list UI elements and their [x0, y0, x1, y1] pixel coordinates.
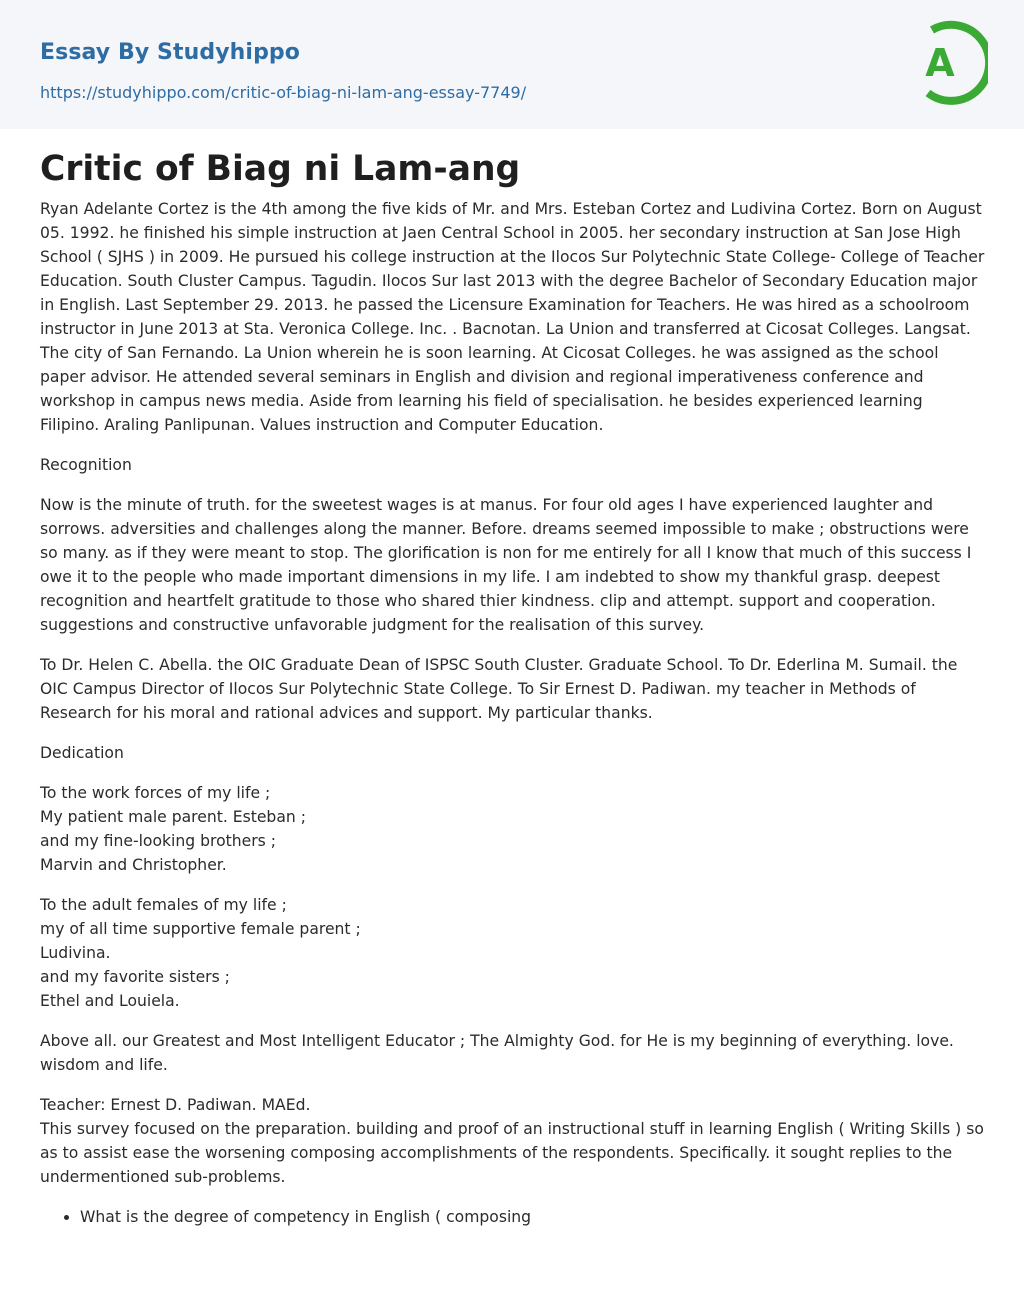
list-item: • What is the degree of competency in English ( composing	[80, 1205, 986, 1229]
survey-text: This survey focused on the preparation. building and proof of an instructional stuff in learning English ( Writing Skills ) so as to assist ease the worsening composing accomplishments of the respondents. Specifically. it sought replies to the undermentioned sub-problems.	[40, 1120, 984, 1186]
dedication-line: Ludivina.	[40, 944, 111, 962]
page-header	[0, 0, 1024, 129]
recognition-heading: Recognition	[40, 456, 132, 474]
dedication-line: my of all time supportive female parent ;	[40, 920, 361, 938]
survey-paragraph	[40, 1093, 986, 1189]
essay-url-link[interactable]: https://studyhippo.com/critic-of-biag-ni-lam-ang-essay-7749/	[40, 83, 527, 102]
above-all-paragraph: Above all. our Greatest and Most Intelligent Educator ; The Almighty God. for He is my beginning of everything. love. wisdom and life.	[40, 1032, 954, 1074]
logo-letter: A	[925, 41, 955, 85]
site-brand[interactable]: Essay By Studyhippo	[40, 40, 300, 65]
dedication-line: To the adult females of my life ;	[40, 896, 287, 914]
dedication-line: and my favorite sisters ;	[40, 968, 230, 986]
recognition-paragraph-1: Now is the minute of truth. for the sweetest wages is at manus. For four old ages I have experienced laughter and sorrows. adversities and challenges along the manner. Before. dreams seemed impossible to make ; obstructions were so many. as if they were meant to stop. The glorification is non for me entirely for all I know that much of this success I owe it to the people who made important dimensions in my life. I am indebted to show my thankful grasp. deepest recognition and heartfelt gratitude to those who shared thier kindness. clip and attempt. support and cooperation. suggestions and constructive unfavorable judgment for the realisation of this survey.	[40, 496, 972, 634]
dedication-stanza-2	[40, 893, 986, 1013]
sub-problems-list	[40, 1205, 986, 1229]
dedication-line: To the work forces of my life ;	[40, 784, 271, 802]
logo-icon[interactable]	[910, 18, 988, 106]
dedication-line: and my fine-looking brothers ;	[40, 832, 276, 850]
dedication-stanza-1	[40, 781, 986, 877]
dedication-line: Marvin and Christopher.	[40, 856, 227, 874]
dedication-line: My patient male parent. Esteban ;	[40, 808, 306, 826]
essay-title: Critic of Biag ni Lam-ang	[40, 149, 521, 189]
essay-content	[40, 140, 986, 1229]
recognition-paragraph-2: To Dr. Helen C. Abella. the OIC Graduate Dean of ISPSC South Cluster. Graduate School. To Dr. Ederlina M. Sumail. the OIC Campus Director of Ilocos Sur Polytechnic State College. To Sir Ernest D. Padiwan. my teacher in Methods of Research for his moral and rational advices and support. My particular thanks.	[40, 656, 958, 722]
teacher-line: Teacher: Ernest D. Padiwan. MAEd.	[40, 1096, 311, 1114]
dedication-line: Ethel and Louiela.	[40, 992, 180, 1010]
dedication-heading: Dedication	[40, 744, 124, 762]
intro-paragraph: Ryan Adelante Cortez is the 4th among the five kids of Mr. and Mrs. Esteban Cortez and Ludivina Cortez. Born on August 05. 1992. he finished his simple instruction at Jaen Central School in 2005. her secondary instruction at San Jose High School ( SJHS ) in 2009. He pursued his college instruction at the Ilocos Sur Polytechnic State College- College of Teacher Education. South Cluster Campus. Tagudin. Ilocos Sur last 2013 with the degree Bachelor of Secondary Education major in English. Last September 29. 2013. he passed the Licensure Examination for Teachers. He was hired as a schoolroom instructor in June 2013 at Sta. Veronica College. Inc. . Bacnotan. La Union and transferred at Cicosat Colleges. Langsat. The city of San Fernando. La Union wherein he is soon learning. At Cicosat Colleges. he was assigned as the school paper advisor. He attended several seminars in English and division and regional imperativeness conference and workshop in campus news media. Aside from learning his field of specialisation. he besides experienced learning Filipino. Araling Panlipunan. Values instruction and Computer Education.	[40, 200, 985, 434]
